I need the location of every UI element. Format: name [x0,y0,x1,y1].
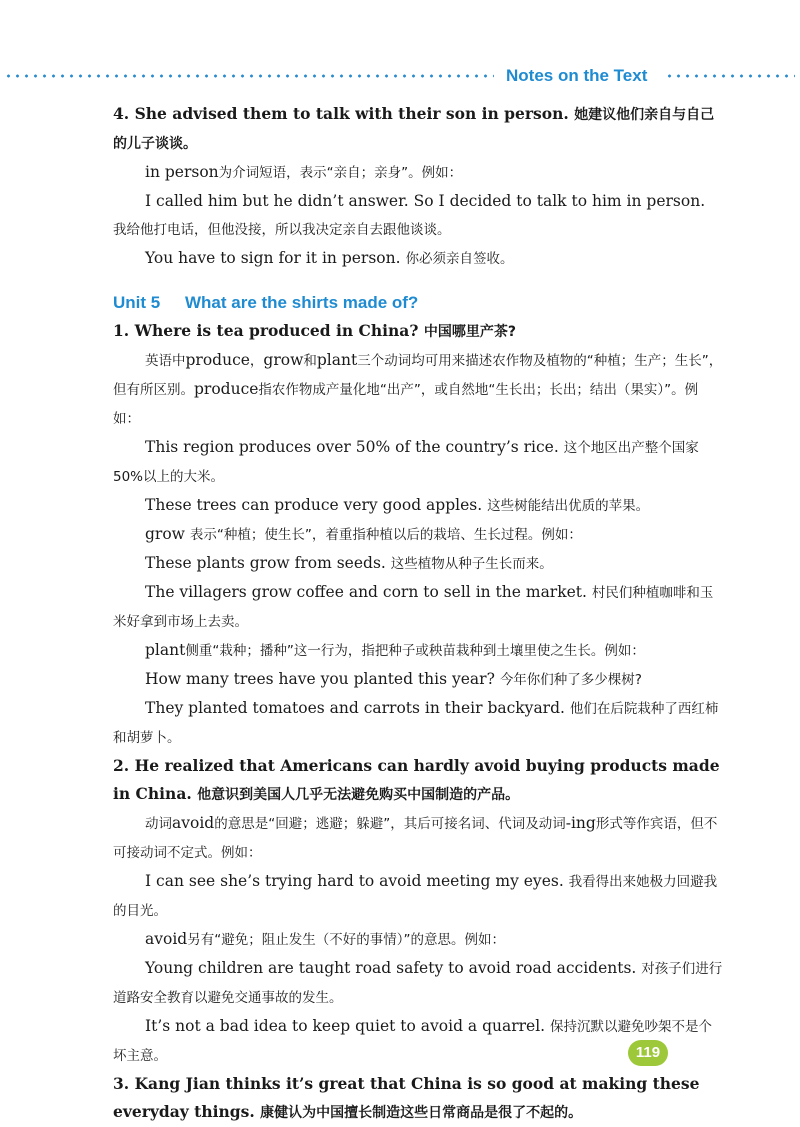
example-en: How many trees have you planted this year? [145,670,500,688]
note-heading [113,1070,723,1127]
example-zh: 村民们种植咖啡和玉米好拿到市场上去卖。 [113,585,714,630]
term: avoid [172,814,215,832]
term: avoid [145,930,188,948]
example-zh: 保持沉默以避免吵架不是个坏主意。 [113,1019,713,1064]
term: in person [145,163,219,181]
explanation-text: ， [249,353,264,369]
example-en: These trees can produce very good apples. [145,496,488,514]
example-en: This region produces over 50% of the country’s rice. [145,438,564,456]
example-sentence [113,954,723,1012]
example-sentence [113,694,723,752]
example-sentence [113,665,723,694]
explanation-text: 指农作物成产量化地“出产”，或自然地“生长出；长出；结出（果实）”。例如： [113,382,699,427]
explanation-paragraph [113,925,723,954]
explanation-text: 表示“种植；使生长”，着重指种植以后的栽培、生长过程。例如： [189,527,582,543]
explanation-text: 另有“避免；阻止发生（不好的事情）”的意思。例如： [187,932,505,948]
example-en: I can see she’s trying hard to avoid meeting my eyes. [145,872,569,890]
explanation-paragraph [113,809,723,867]
example-zh: 这些植物从种子生长而来。 [390,556,553,572]
running-header [0,64,800,88]
example-zh: 我给他打电话，但他没接，所以我决定亲自去跟他谈谈。 [113,222,451,238]
example-en: I called him but he didn’t answer. So I decided to talk to him in person. [145,192,706,210]
section-title: Notes on the Text [506,66,648,85]
term: plant [316,351,358,369]
term: grow [145,525,190,543]
example-sentence [113,491,723,520]
note-heading-en: 1. Where is tea produced in China? [113,321,424,340]
page-content [113,100,723,1127]
explanation-text: 和 [303,353,317,369]
dotted-rule-left [4,74,494,78]
term: produce [194,380,259,398]
note-heading-zh: 她建议他们亲自与自己的儿子谈谈。 [113,107,715,152]
unit-title: What are the shirts made of? [185,293,419,312]
explanation-text: 英语中 [145,353,186,369]
unit-heading [113,289,723,317]
example-zh: 这个地区出产整个国家50%以上的大米。 [113,440,699,485]
note-heading-en: 3. Kang Jian thinks it’s great that China is so good at making these everyday things. [113,1074,700,1121]
note-heading-zh: 他意识到美国人几乎无法避免购买中国制造的产品。 [197,787,520,803]
note-heading-zh: 康健认为中国擅长制造这些日常商品是很了不起的。 [260,1105,583,1121]
example-zh: 我看得出来她极力回避我的目光。 [113,874,718,919]
example-sentence [113,578,723,636]
explanation-text: 动词 [145,816,172,832]
page-number: 119 [628,1040,668,1066]
example-en: The villagers grow coffee and corn to sell in the market. [145,583,592,601]
example-en: It’s not a bad idea to keep quiet to avoid a quarrel. [145,1017,551,1035]
explanation-text: 的意思是“回避；逃避；躲避”，其后可接名词、代词及动词 [214,816,566,832]
note-heading [113,752,723,809]
note-heading [113,317,723,346]
note-heading-en: 4. She advised them to talk with their son in person. [113,104,575,123]
example-sentence [113,433,723,491]
explanation-text: 侧重“栽种；播种”这一行为，指把种子或秧苗栽种到土壤里使之生长。例如： [185,643,645,659]
dotted-rule-right [665,74,795,78]
example-zh: 他们在后院栽种了西红柿和胡萝卜。 [113,701,719,746]
unit-number: Unit 5 [113,293,161,312]
explanation-paragraph [113,158,723,187]
note-heading [113,100,723,158]
example-en: Young children are taught road safety to avoid road accidents. [145,959,642,977]
example-en: These plants grow from seeds. [145,554,391,572]
example-zh: 这些树能结出优质的苹果。 [487,498,650,514]
explanation-paragraph [113,636,723,665]
example-zh: 你必须亲自签收。 [405,251,514,267]
example-zh: 对孩子们进行道路安全教育以避免交通事故的发生。 [113,961,723,1006]
term: grow [263,351,304,369]
term: produce [185,351,250,369]
example-en: They planted tomatoes and carrots in their backyard. [145,699,570,717]
term: plant [145,641,186,659]
explanation-text: 形式等作宾语，但不可接动词不定式。例如： [113,816,718,861]
note-heading-en: 2. He realized that Americans can hardly avoid buying products made in China. [113,756,720,803]
explanation-text: 三个动词均可用来描述农作物及植物的“种植；生产；生长”，但有所区别。 [113,353,723,398]
term: -ing [565,814,596,832]
note-heading-zh: 中国哪里产茶? [423,324,516,340]
example-en: You have to sign for it in person. [145,249,406,267]
example-sentence [113,187,723,244]
explanation-paragraph [113,346,723,433]
explanation-paragraph [113,520,723,549]
example-sentence [113,549,723,578]
example-zh: 今年你们种了多少棵树? [499,672,642,688]
example-sentence [113,867,723,925]
example-sentence [113,244,723,273]
explanation-text: 为介词短语，表示“亲自；亲身”。例如： [218,165,463,181]
